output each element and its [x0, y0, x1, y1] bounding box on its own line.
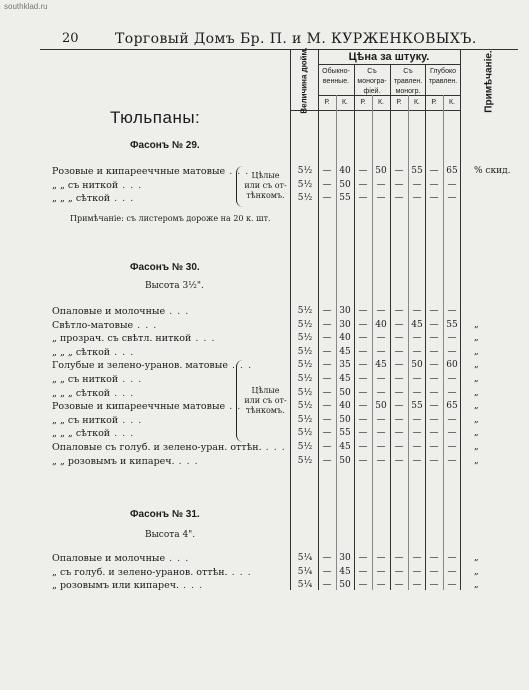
leader-dots: . . .	[110, 193, 135, 205]
fason-heading: Фасонъ № 31.	[130, 509, 200, 520]
item-label	[52, 333, 215, 344]
price-kop: —	[447, 179, 457, 190]
price-kop: —	[412, 455, 422, 466]
header-rule	[40, 49, 518, 50]
price-rub: —	[429, 428, 439, 439]
price-kop: —	[412, 414, 422, 425]
price-kop: —	[412, 428, 422, 439]
price-rub: —	[394, 166, 404, 176]
size-value: 5½	[297, 166, 313, 176]
price-kop: 30	[339, 306, 351, 316]
rubles-label: Р.	[431, 99, 437, 106]
kopecks-label: К.	[341, 99, 349, 106]
grouping-brace	[236, 360, 243, 442]
price-rub: —	[358, 442, 368, 452]
price-kop: —	[376, 566, 386, 577]
leader-dots: . . .	[179, 580, 204, 592]
item-label	[52, 374, 142, 385]
price-kop: —	[412, 306, 422, 316]
fason-heading: Фасонъ № 29.	[130, 140, 200, 151]
price-kop: 50	[375, 401, 387, 412]
item-label-text: Розовые и кипарееччные матовые	[52, 401, 226, 413]
fason-subtitle: Высота 3½".	[145, 281, 204, 291]
price-column-header: Глубоко травлен.	[428, 68, 458, 85]
price-kop: —	[447, 553, 457, 563]
price-kop: 55	[339, 428, 351, 439]
remark-value: „	[474, 360, 479, 371]
remark-value: „	[474, 455, 479, 466]
item-label	[52, 388, 134, 399]
price-rub: —	[358, 566, 368, 577]
price-kop: 45	[339, 346, 351, 357]
table-row	[0, 456, 529, 470]
price-rub: —	[322, 428, 332, 439]
price-kop: —	[447, 455, 457, 466]
price-kop: —	[412, 442, 422, 452]
price-rub: —	[394, 387, 404, 398]
price-rub: —	[358, 401, 368, 412]
leader-dots: . . .	[110, 346, 135, 358]
price-rub: —	[322, 414, 332, 425]
size-value: 5½	[297, 455, 313, 466]
price-kop: 30	[339, 553, 351, 563]
leader-dots: . . .	[118, 179, 143, 191]
size-value: 5½	[297, 374, 313, 384]
item-label	[52, 193, 134, 204]
price-rub: —	[429, 401, 439, 412]
price-rub: —	[358, 319, 368, 330]
table-row	[0, 320, 529, 334]
price-rub: —	[322, 455, 332, 466]
price-rub: —	[429, 455, 439, 466]
price-kop: —	[447, 414, 457, 425]
price-rub: —	[394, 553, 404, 563]
item-label-text: „ прозрач. съ свѣтл. ниткой	[52, 333, 192, 345]
table-row	[0, 567, 529, 581]
price-rub: —	[358, 166, 368, 176]
price-kop: —	[447, 580, 457, 591]
price-rub: —	[322, 553, 332, 563]
remark-value: „	[474, 333, 479, 344]
price-kop: 50	[375, 166, 387, 176]
rubles-label: Р.	[396, 99, 402, 106]
size-value: 5½	[297, 428, 313, 439]
price-rub: —	[394, 374, 404, 384]
item-label-text: Розовые и кипарееччные матовые	[52, 166, 226, 177]
price-kop: 45	[411, 319, 423, 330]
price-rub: —	[322, 387, 332, 398]
price-kop: —	[412, 387, 422, 398]
leader-dots: . . .	[165, 306, 190, 317]
leader-dots: . . .	[225, 166, 250, 177]
price-rub: —	[394, 442, 404, 452]
price-rub: —	[394, 179, 404, 190]
price-kop: 55	[411, 166, 423, 176]
item-label	[52, 415, 142, 426]
price-rub: —	[322, 566, 332, 577]
price-kop: —	[447, 306, 457, 316]
item-label-text: Опаловые съ голуб. и зелено-уран. оттѣн.	[52, 442, 262, 453]
fason-subtitle: Высота 4".	[145, 530, 196, 540]
price-kop: —	[376, 442, 386, 452]
price-rub: —	[429, 179, 439, 190]
item-label-text: „ съ голуб. и зелено-урaнов. оттѣн.	[52, 566, 228, 578]
price-kop: —	[447, 333, 457, 344]
price-rub: —	[394, 193, 404, 204]
table-row	[0, 580, 529, 594]
grouping-brace	[236, 166, 243, 207]
price-kop: —	[447, 346, 457, 357]
price-kop: 60	[446, 360, 458, 371]
size-value: 5½	[297, 387, 313, 398]
remark-value: „	[474, 346, 479, 357]
price-kop: —	[412, 333, 422, 344]
price-column-header: Съ травлен. моногр.	[393, 68, 423, 95]
price-kop: 55	[446, 319, 458, 330]
price-kop: —	[412, 580, 422, 591]
item-label-text: „ „ „ сѣткой	[52, 428, 111, 440]
item-label	[52, 456, 199, 467]
price-kop: 45	[339, 442, 351, 452]
rk-rule	[290, 110, 460, 111]
price-kop: —	[447, 442, 457, 452]
leader-dots: . . .	[227, 566, 252, 578]
price-kop: —	[376, 193, 386, 204]
price-kop: —	[412, 193, 422, 204]
remark-value: „	[474, 319, 479, 330]
item-label	[52, 567, 252, 578]
price-kop: —	[376, 428, 386, 439]
price-rub: —	[429, 333, 439, 344]
price-rub: —	[394, 428, 404, 439]
qty-header: Величина дюйм.	[299, 47, 309, 114]
leader-dots: . . .	[110, 387, 135, 399]
price-kop: —	[447, 428, 457, 439]
price-rub: —	[322, 306, 332, 316]
price-kop: —	[412, 346, 422, 357]
item-label-text: „ „ съ ниткой	[52, 414, 119, 426]
size-value: 5½	[297, 442, 313, 452]
item-label-text: „ розовымъ или кипареч.	[52, 580, 179, 592]
size-value: 5½	[297, 346, 313, 357]
page-number: 20	[62, 31, 79, 46]
table-row	[0, 347, 529, 361]
price-rub: —	[429, 414, 439, 425]
price-rub: —	[429, 374, 439, 384]
remark-value: „	[474, 374, 479, 384]
price-rub: —	[429, 566, 439, 577]
price-rub: —	[358, 580, 368, 591]
item-label	[52, 360, 252, 371]
price-kop: 40	[339, 333, 351, 344]
remark-value: „	[474, 553, 479, 563]
item-label	[52, 180, 142, 191]
table-row	[0, 553, 529, 567]
remark-value: „	[474, 580, 479, 591]
price-kop: 50	[339, 414, 351, 425]
price-kop: —	[376, 387, 386, 398]
table-row	[0, 442, 529, 456]
remark-value: „	[474, 566, 479, 577]
price-rub: —	[322, 333, 332, 344]
leader-dots: . . .	[110, 428, 135, 440]
price-rub: —	[394, 346, 404, 357]
price-kop: 40	[375, 319, 387, 330]
price-rub: —	[429, 360, 439, 371]
item-label-text: Голубые и зелено-урaнов. матовые	[52, 360, 228, 372]
kopecks-label: К.	[413, 99, 421, 106]
price-rub: —	[429, 553, 439, 563]
price-rub: —	[322, 319, 332, 330]
price-kop: —	[376, 374, 386, 384]
leader-dots: . . .	[165, 553, 190, 564]
price-rub: —	[429, 306, 439, 316]
leader-dots: . . .	[118, 374, 143, 385]
price-rub: —	[322, 442, 332, 452]
price-kop: 45	[339, 566, 351, 577]
size-value: 5½	[297, 179, 313, 190]
price-rub: —	[358, 428, 368, 439]
block-note: Примѣчаніе: съ листеромъ дороже на 20 к. шт.	[70, 214, 271, 223]
price-rub: —	[358, 306, 368, 316]
price-rub: —	[322, 346, 332, 357]
price-kop: —	[447, 387, 457, 398]
price-kop: 50	[339, 580, 351, 591]
price-header: Цѣна за штуку.	[348, 51, 430, 63]
price-rub: —	[394, 401, 404, 412]
price-kop: 50	[411, 360, 423, 371]
price-rub: —	[429, 580, 439, 591]
size-value: 5½	[297, 360, 313, 371]
price-kop: —	[376, 580, 386, 591]
price-kop: —	[376, 455, 386, 466]
leader-dots: . . .	[118, 414, 143, 426]
item-label	[52, 428, 134, 439]
leader-dots: . . .	[174, 455, 199, 467]
price-column-header: Съ моногра-фiей.	[357, 68, 387, 95]
remark-value: „	[474, 442, 479, 452]
table-row	[0, 360, 529, 374]
price-rub: —	[394, 414, 404, 425]
price-kop: 55	[411, 401, 423, 412]
price-rub: —	[358, 455, 368, 466]
price-kop: 40	[339, 166, 351, 176]
leader-dots: . . .	[261, 442, 286, 453]
watermark: southklad.ru	[4, 2, 48, 11]
price-rub: —	[429, 387, 439, 398]
price-kop: 45	[375, 360, 387, 371]
leader-dots: . . .	[133, 319, 158, 331]
item-label-text: „ „ съ ниткой	[52, 374, 119, 385]
item-label-text: „ „ съ ниткой	[52, 179, 119, 191]
price-rub: —	[429, 166, 439, 176]
size-value: 5½	[297, 401, 313, 412]
price-rub: —	[322, 166, 332, 176]
item-label-text: Опаловые и молочные	[52, 306, 166, 317]
price-rub: —	[394, 319, 404, 330]
kopecks-label: К.	[377, 99, 385, 106]
price-kop: —	[376, 333, 386, 344]
price-kop: 40	[339, 401, 351, 412]
leader-dots: . . .	[191, 333, 216, 345]
price-rub: —	[322, 360, 332, 371]
item-label	[52, 442, 286, 453]
price-rub: —	[358, 346, 368, 357]
brace-note: Цѣлые или съ от-тѣнкомъ.	[244, 386, 287, 416]
price-kop: —	[376, 306, 386, 316]
size-value: 5½	[297, 193, 313, 204]
price-rub: —	[358, 333, 368, 344]
brace-note: Цѣлые или съ от-тѣнкомъ.	[244, 171, 287, 201]
item-label	[52, 306, 189, 317]
price-rub: —	[322, 401, 332, 412]
remark-value: „	[474, 428, 479, 439]
price-kop: —	[376, 414, 386, 425]
rubles-label: Р.	[360, 99, 366, 106]
table-row	[0, 306, 529, 320]
price-kop: 50	[339, 179, 351, 190]
price-rub: —	[394, 455, 404, 466]
size-value: 5¼	[297, 566, 313, 577]
price-rub: —	[358, 387, 368, 398]
price-kop: —	[447, 193, 457, 204]
price-rub: —	[394, 566, 404, 577]
price-kop: 65	[446, 401, 458, 412]
table-row	[0, 415, 529, 429]
remark-header: Примѣчаніе.	[483, 50, 495, 113]
price-kop: 65	[446, 166, 458, 176]
price-kop: —	[412, 374, 422, 384]
price-rub: —	[394, 306, 404, 316]
price-rub: —	[322, 193, 332, 204]
price-rub: —	[358, 553, 368, 563]
price-kop: —	[376, 346, 386, 357]
price-rub: —	[394, 333, 404, 344]
price-kop: —	[412, 179, 422, 190]
section-title: Тюльпаны:	[110, 108, 201, 127]
price-kop: —	[447, 566, 457, 577]
price-rub: —	[322, 374, 332, 384]
remark-value: „	[474, 414, 479, 425]
remark-value: % скид.	[474, 166, 511, 176]
fason-heading: Фасонъ № 30.	[130, 262, 200, 273]
size-value: 5½	[297, 306, 313, 316]
item-label	[52, 166, 249, 177]
price-rub: —	[358, 414, 368, 425]
price-kop: 50	[339, 455, 351, 466]
table-row	[0, 333, 529, 347]
price-kop: —	[447, 374, 457, 384]
item-label-text: „ „ розовымъ и кипареч.	[52, 455, 175, 467]
table-row	[0, 428, 529, 442]
running-head: Торговый Домъ Бр. П. и М. КУРЖЕНКОВЫХЪ.	[115, 31, 477, 47]
price-kop: 50	[339, 387, 351, 398]
size-value: 5¼	[297, 580, 313, 591]
price-rub: —	[358, 193, 368, 204]
price-rub: —	[429, 442, 439, 452]
item-label	[52, 553, 189, 564]
price-kop: 45	[339, 374, 351, 384]
item-label	[52, 401, 249, 412]
price-kop: 30	[339, 319, 351, 330]
rubles-label: Р.	[324, 99, 330, 106]
size-value: 5½	[297, 333, 313, 344]
item-label	[52, 320, 157, 331]
item-label-text: „ „ „ сѣткой	[52, 387, 111, 399]
price-kop: 55	[339, 193, 351, 204]
item-label-text: „ „ „ сѣткой	[52, 193, 111, 205]
price-rub: —	[429, 346, 439, 357]
leader-dots: . . .	[227, 360, 253, 372]
price-rub: —	[322, 179, 332, 190]
remark-value: „	[474, 387, 479, 398]
price-kop: —	[376, 179, 386, 190]
price-rub: —	[394, 360, 404, 371]
size-value: 5½	[297, 414, 313, 425]
price-kop: —	[376, 553, 386, 563]
size-value: 5¼	[297, 553, 313, 563]
price-kop: 35	[339, 360, 351, 371]
price-kop: —	[412, 553, 422, 563]
price-kop: —	[412, 566, 422, 577]
size-value: 5½	[297, 319, 313, 330]
price-rub: —	[358, 360, 368, 371]
kopecks-label: К.	[448, 99, 456, 106]
price-rub: —	[322, 580, 332, 591]
item-label	[52, 347, 134, 358]
price-rub: —	[358, 179, 368, 190]
price-rub: —	[394, 580, 404, 591]
item-label	[52, 580, 203, 591]
price-rub: —	[429, 193, 439, 204]
price-rub: —	[358, 374, 368, 384]
item-label-text: „ „ „ сѣткой	[52, 346, 111, 358]
item-label-text: Свѣтло-матовые	[52, 319, 134, 331]
price-column-header: Обыкно-венные.	[322, 68, 350, 85]
leader-dots: . . .	[225, 401, 250, 413]
price-title-rule	[318, 64, 460, 65]
remark-value: „	[474, 401, 479, 412]
item-label-text: Опаловые и молочные	[52, 553, 166, 564]
price-rub: —	[429, 319, 439, 330]
